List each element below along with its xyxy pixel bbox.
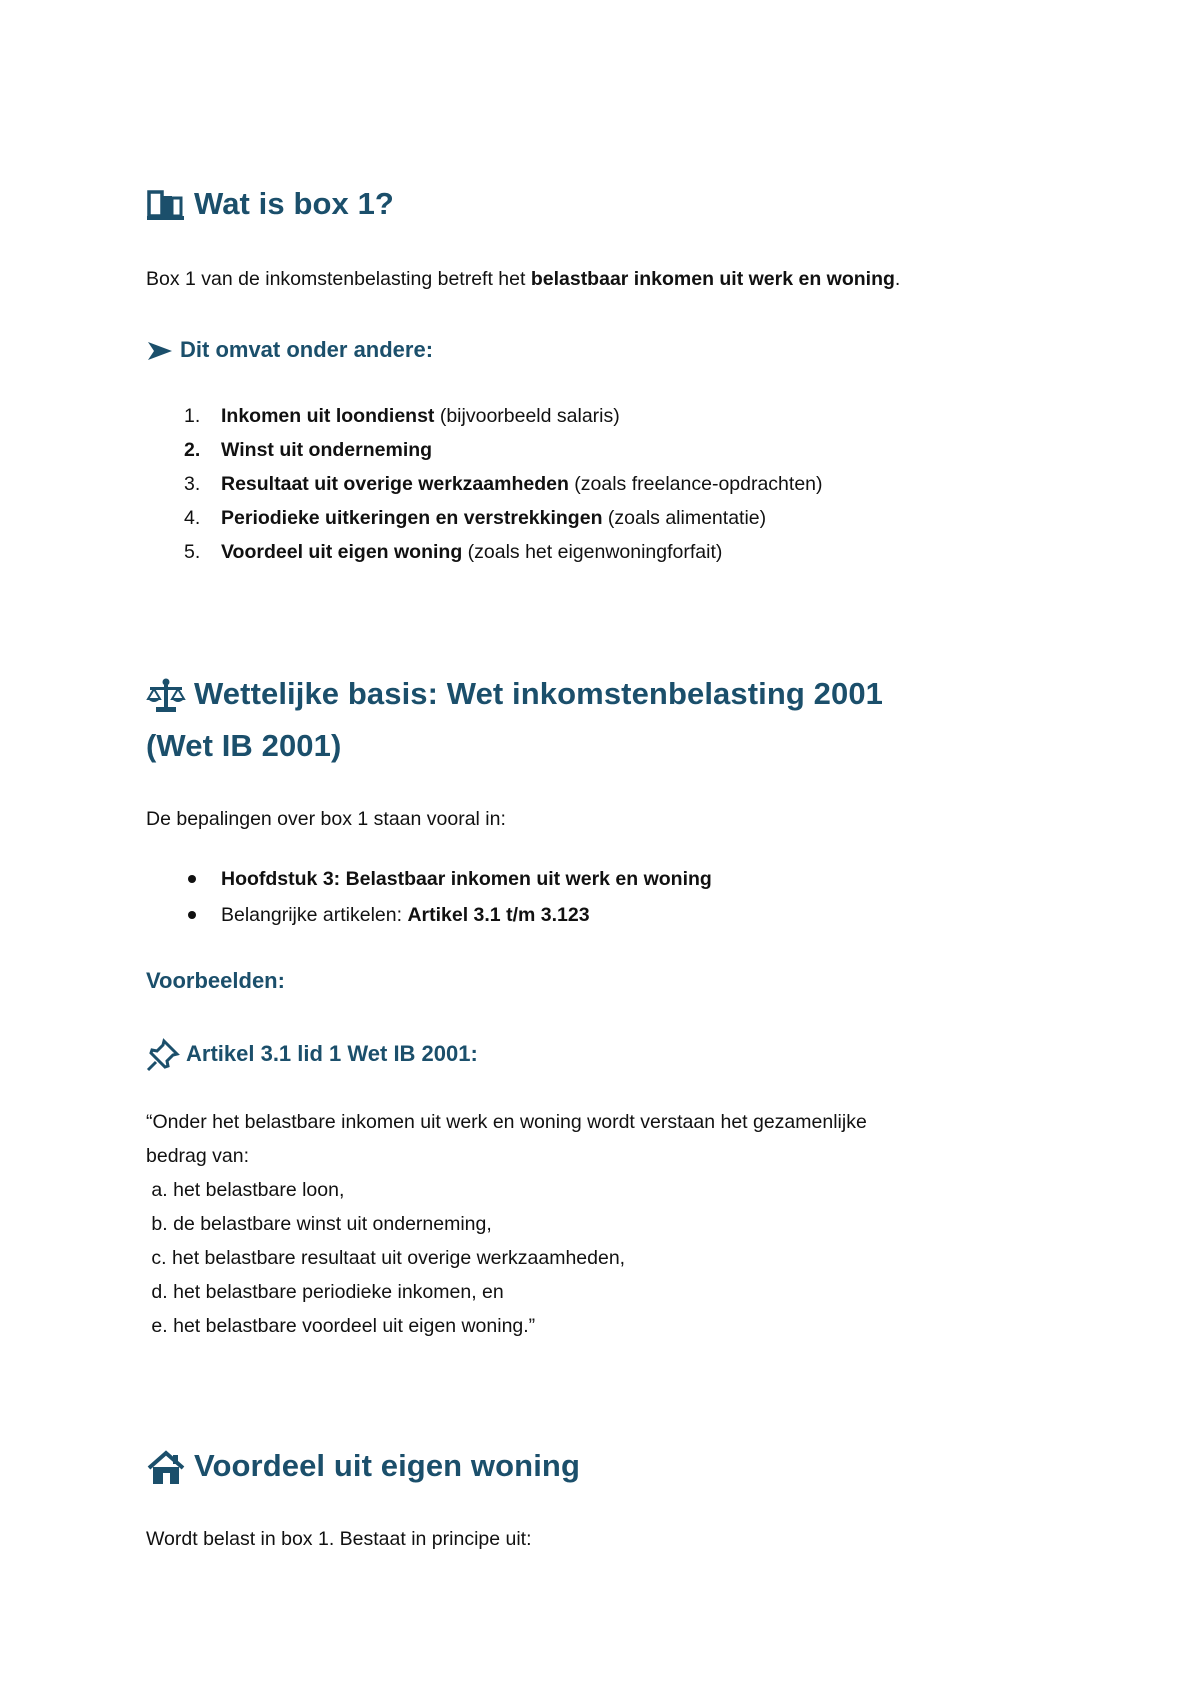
list-item: Belangrijke artikelen: Artikel 3.1 t/m 3.123 [146, 897, 712, 933]
own-home-intro: Wordt belast in box 1. Bestaat in principe uit: [146, 1528, 532, 1550]
section-heading-legal-basis: Wettelijke basis: Wet inkomstenbelasting 2001 [146, 668, 883, 720]
quote-line: e. het belastbare voordeel uit eigen woning.” [146, 1315, 536, 1337]
list-item: 2. Winst uit onderneming [184, 439, 433, 461]
list-item: 4. Periodieke uitkeringen en verstrekkingen (zoals alimentatie) [184, 507, 767, 529]
quote-line: b. de belastbare winst uit onderneming, [146, 1213, 492, 1235]
quote-line: c. het belastbare resultaat uit overige werkzaamheden, [146, 1247, 626, 1269]
article-quote [146, 1105, 867, 1343]
section-heading-box1: Wat is box 1? [146, 178, 394, 230]
income-list [146, 399, 823, 569]
list-item: 3. Resultaat uit overige werkzaamheden (zoals freelance-opdrachten) [184, 473, 823, 495]
list-item: 1. Inkomen uit loondienst (bijvoorbeeld salaris) [184, 405, 620, 427]
subheading-includes: Dit omvat onder andere: [146, 335, 433, 365]
pushpin-icon [146, 1038, 180, 1072]
scales-icon [146, 677, 186, 715]
quote-line: a. het belastbare loon, [146, 1179, 345, 1201]
intro-paragraph: Box 1 van de inkomstenbelasting betreft het belastbaar inkomen uit werk en woning. [146, 268, 901, 290]
quote-line: “Onder het belastbare inkomen uit werk en woning wordt verstaan het gezamenlijke [146, 1111, 867, 1133]
legal-basis-intro: De bepalingen over box 1 staan vooral in: [146, 808, 506, 830]
section-heading-legal-basis-line2: (Wet IB 2001) [146, 728, 342, 763]
books-icon [146, 188, 186, 224]
examples-heading: Voorbeelden: [146, 968, 285, 993]
provisions-list [146, 861, 712, 933]
section-heading-own-home: Voordeel uit eigen woning [146, 1440, 580, 1492]
article-heading: Artikel 3.1 lid 1 Wet IB 2001: [146, 1038, 478, 1072]
list-item: 5. Voordeel uit eigen woning (zoals het eigenwoningforfait) [184, 541, 723, 563]
arrow-right-icon [146, 340, 174, 362]
quote-line: bedrag van: [146, 1145, 249, 1167]
quote-line: d. het belastbare periodieke inkomen, en [146, 1281, 504, 1303]
house-icon [146, 1449, 186, 1487]
list-item: Hoofdstuk 3: Belastbaar inkomen uit werk en woning [146, 861, 712, 897]
